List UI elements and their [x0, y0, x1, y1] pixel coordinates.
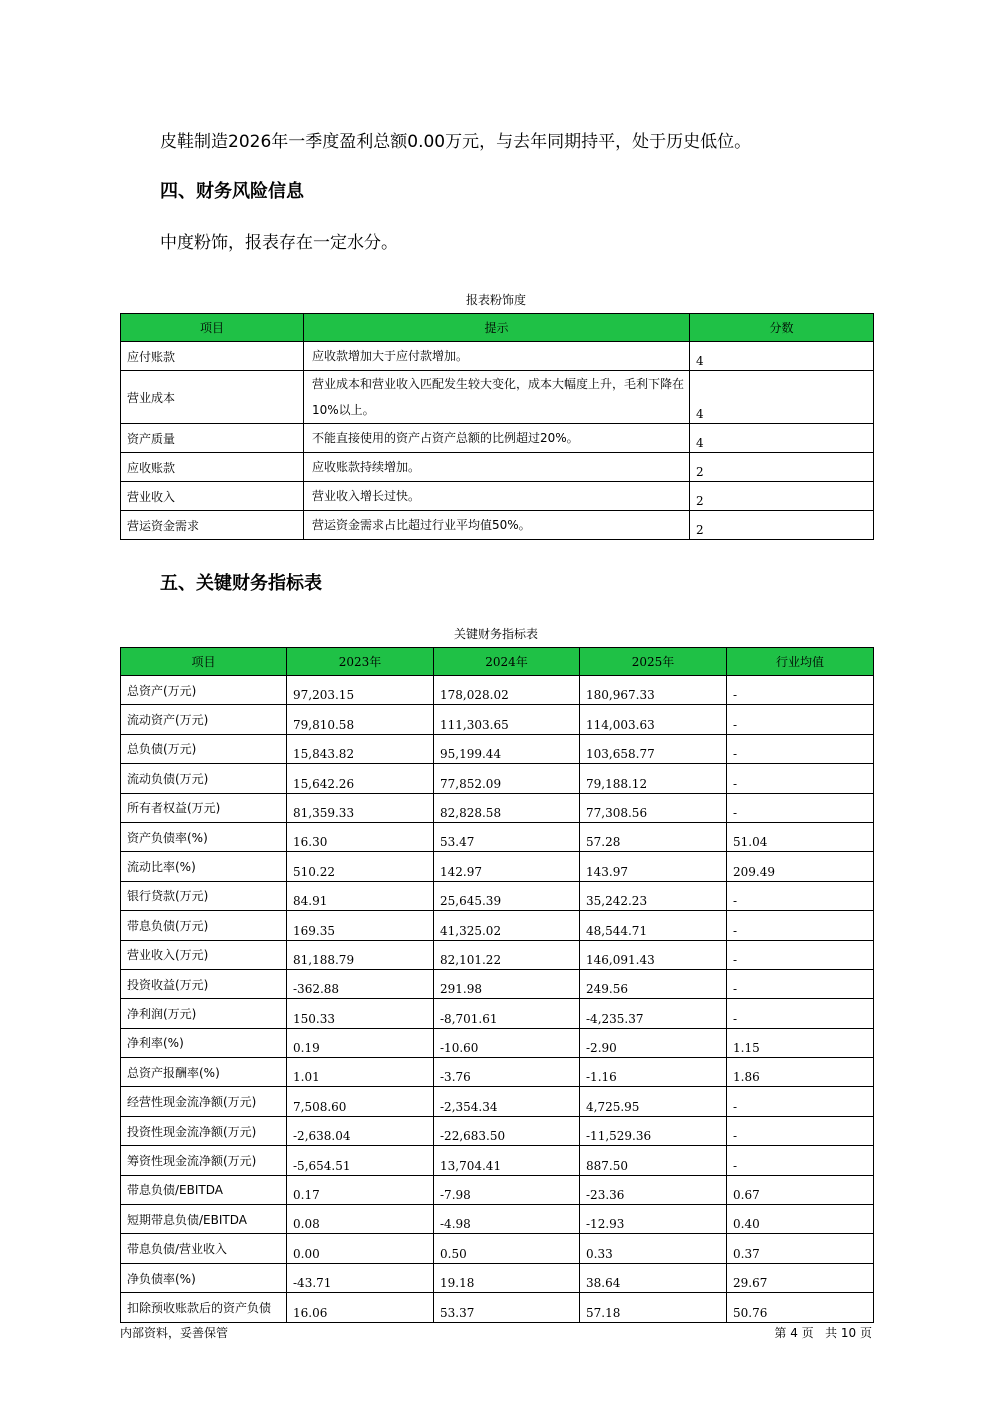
row-value-industry-avg: 0.37: [727, 1234, 874, 1263]
row-item: 净利润(万元): [121, 999, 287, 1028]
row-value-2024: 53.47: [434, 822, 580, 851]
row-item: 投资收益(万元): [121, 969, 287, 998]
row-value-2025: 180,967.33: [580, 676, 727, 705]
row-value-2023: 0.00: [287, 1234, 434, 1263]
row-value-2025: 57.28: [580, 822, 727, 851]
row-value-2024: 41,325.02: [434, 911, 580, 940]
row-hint: 营业成本和营业收入匹配发生较大变化，成本大幅度上升，毛利下降在10%以上。: [304, 371, 690, 424]
row-value-industry-avg: -: [727, 1146, 874, 1175]
fraud-table-caption: 报表粉饰度: [465, 293, 526, 307]
table-row: [121, 511, 874, 540]
row-value-2025: 887.50: [580, 1146, 727, 1175]
table-row: [121, 1263, 874, 1292]
column-header-hint: 提示: [304, 314, 690, 342]
table-row: [121, 1028, 874, 1057]
table-header-row: [121, 314, 874, 342]
table-row: [121, 881, 874, 910]
table-row: [121, 1116, 874, 1145]
row-value-2025: 77,308.56: [580, 793, 727, 822]
table-row: [121, 822, 874, 851]
row-value-2025: -4,235.37: [580, 999, 727, 1028]
row-hint: 应收款增加大于应付款增加。: [304, 342, 690, 371]
row-hint: 营运资金需求占比超过行业平均值50%。: [304, 511, 690, 540]
row-value-2025: 0.33: [580, 1234, 727, 1263]
row-hint: 不能直接使用的资产占资产总额的比例超过20%。: [304, 424, 690, 453]
row-item: 投资性现金流净额(万元): [121, 1116, 287, 1145]
row-item: 流动比率(%): [121, 852, 287, 881]
row-score: 2: [690, 453, 874, 482]
row-item: 筹资性现金流净额(万元): [121, 1146, 287, 1175]
row-value-2025: 38.64: [580, 1263, 727, 1292]
row-score: 4: [690, 424, 874, 453]
fraud-table: [120, 313, 874, 540]
table-row: [121, 342, 874, 371]
row-value-2025: -1.16: [580, 1058, 727, 1087]
section4-paragraph: 中度粉饰，报表存在一定水分。: [160, 233, 398, 253]
row-value-industry-avg: 1.15: [727, 1028, 874, 1057]
row-value-industry-avg: -: [727, 793, 874, 822]
row-item: 应收账款: [121, 453, 304, 482]
row-item: 营业收入(万元): [121, 940, 287, 969]
row-value-2025: 35,242.23: [580, 881, 727, 910]
row-value-2025: 114,003.63: [580, 705, 727, 734]
row-item: 带息负债(万元): [121, 911, 287, 940]
table-header-row: [121, 648, 874, 676]
row-value-2024: 25,645.39: [434, 881, 580, 910]
row-value-industry-avg: -: [727, 734, 874, 763]
row-value-2025: 103,658.77: [580, 734, 727, 763]
row-value-2024: -10.60: [434, 1028, 580, 1057]
row-value-2024: 77,852.09: [434, 764, 580, 793]
row-item: 短期带息负债/EBITDA: [121, 1205, 287, 1234]
table-row: [121, 1146, 874, 1175]
row-item: 营业收入: [121, 482, 304, 511]
row-item: 营运资金需求: [121, 511, 304, 540]
row-value-2023: 0.17: [287, 1175, 434, 1204]
row-value-2023: 81,359.33: [287, 793, 434, 822]
row-item: 净负债率(%): [121, 1263, 287, 1292]
row-value-2023: 97,203.15: [287, 676, 434, 705]
row-score: 4: [690, 342, 874, 371]
row-value-industry-avg: 50.76: [727, 1293, 874, 1322]
table-row: [121, 1205, 874, 1234]
table-row: [121, 371, 874, 424]
table-row: [121, 793, 874, 822]
table-row: [121, 940, 874, 969]
table-row: [121, 1175, 874, 1204]
intro-paragraph: 皮鞋制造2026年一季度盈利总额0.00万元，与去年同期持平，处于历史低位。: [160, 132, 752, 152]
row-value-2025: 57.18: [580, 1293, 727, 1322]
row-value-industry-avg: -: [727, 940, 874, 969]
row-score: 4: [690, 371, 874, 424]
row-item: 营业成本: [121, 371, 304, 424]
section5-heading: 五、关键财务指标表: [160, 573, 322, 594]
row-value-2024: 142.97: [434, 852, 580, 881]
footer-left: 内部资料，妥善保管: [120, 1326, 229, 1340]
row-value-2024: 291.98: [434, 969, 580, 998]
row-value-industry-avg: -: [727, 881, 874, 910]
table-row: [121, 764, 874, 793]
row-value-industry-avg: -: [727, 911, 874, 940]
row-value-2025: -12.93: [580, 1205, 727, 1234]
row-value-2023: -2,638.04: [287, 1116, 434, 1145]
row-value-2025: 79,188.12: [580, 764, 727, 793]
row-value-2024: -8,701.61: [434, 999, 580, 1028]
row-value-industry-avg: -: [727, 705, 874, 734]
row-item: 所有者权益(万元): [121, 793, 287, 822]
column-header-2023: 2023年: [287, 648, 434, 676]
row-value-2023: -43.71: [287, 1263, 434, 1292]
table-row: [121, 852, 874, 881]
row-item: 流动资产(万元): [121, 705, 287, 734]
row-value-2023: 84.91: [287, 881, 434, 910]
row-value-2024: -2,354.34: [434, 1087, 580, 1116]
row-value-2023: 7,508.60: [287, 1087, 434, 1116]
row-value-2025: -23.36: [580, 1175, 727, 1204]
row-value-2025: 146,091.43: [580, 940, 727, 969]
column-header-item: 项目: [121, 314, 304, 342]
row-value-industry-avg: 0.40: [727, 1205, 874, 1234]
row-value-2024: 82,828.58: [434, 793, 580, 822]
row-value-2025: 143.97: [580, 852, 727, 881]
row-value-industry-avg: -: [727, 1116, 874, 1145]
row-item: 净利率(%): [121, 1028, 287, 1057]
row-value-industry-avg: 0.67: [727, 1175, 874, 1204]
table-row: [121, 1234, 874, 1263]
row-value-2025: 48,544.71: [580, 911, 727, 940]
row-value-2024: 111,303.65: [434, 705, 580, 734]
row-value-2023: 15,843.82: [287, 734, 434, 763]
row-value-2024: -7.98: [434, 1175, 580, 1204]
row-value-industry-avg: -: [727, 676, 874, 705]
table-row: [121, 676, 874, 705]
table-row: [121, 969, 874, 998]
row-item: 资产质量: [121, 424, 304, 453]
row-value-2023: 1.01: [287, 1058, 434, 1087]
table-row: [121, 453, 874, 482]
row-value-2024: -22,683.50: [434, 1116, 580, 1145]
row-value-2024: -3.76: [434, 1058, 580, 1087]
row-value-industry-avg: 209.49: [727, 852, 874, 881]
row-item: 总资产报酬率(%): [121, 1058, 287, 1087]
table-row: [121, 705, 874, 734]
row-item: 应付账款: [121, 342, 304, 371]
row-item: 资产负债率(%): [121, 822, 287, 851]
row-value-2023: 0.19: [287, 1028, 434, 1057]
row-value-industry-avg: -: [727, 1087, 874, 1116]
row-value-2024: 95,199.44: [434, 734, 580, 763]
column-header-industry-avg: 行业均值: [727, 648, 874, 676]
table-row: [121, 734, 874, 763]
table-row: [121, 1293, 874, 1322]
row-score: 2: [690, 511, 874, 540]
row-item: 带息负债/营业收入: [121, 1234, 287, 1263]
column-header-2025: 2025年: [580, 648, 727, 676]
row-value-2024: 19.18: [434, 1263, 580, 1292]
row-value-2023: 150.33: [287, 999, 434, 1028]
table-row: [121, 911, 874, 940]
column-header-2024: 2024年: [434, 648, 580, 676]
row-value-2023: 0.08: [287, 1205, 434, 1234]
row-item: 总资产(万元): [121, 676, 287, 705]
row-hint: 应收账款持续增加。: [304, 453, 690, 482]
column-header-score: 分数: [690, 314, 874, 342]
row-value-industry-avg: 29.67: [727, 1263, 874, 1292]
row-value-industry-avg: 51.04: [727, 822, 874, 851]
table-row: [121, 1058, 874, 1087]
row-value-2024: 0.50: [434, 1234, 580, 1263]
row-value-2024: 178,028.02: [434, 676, 580, 705]
row-value-2024: 82,101.22: [434, 940, 580, 969]
row-value-2023: -362.88: [287, 969, 434, 998]
row-value-industry-avg: 1.86: [727, 1058, 874, 1087]
row-value-2025: -2.90: [580, 1028, 727, 1057]
row-item: 流动负债(万元): [121, 764, 287, 793]
row-hint: 营业收入增长过快。: [304, 482, 690, 511]
row-score: 2: [690, 482, 874, 511]
row-value-2023: 81,188.79: [287, 940, 434, 969]
table-row: [121, 999, 874, 1028]
row-value-2024: 53.37: [434, 1293, 580, 1322]
column-header-item: 项目: [121, 648, 287, 676]
row-value-2023: -5,654.51: [287, 1146, 434, 1175]
row-value-2024: 13,704.41: [434, 1146, 580, 1175]
row-value-2025: 4,725.95: [580, 1087, 727, 1116]
row-value-2023: 16.06: [287, 1293, 434, 1322]
table-row: [121, 1087, 874, 1116]
section4-heading: 四、财务风险信息: [160, 181, 304, 202]
footer-page-number: 第 4 页 共 10 页: [774, 1326, 872, 1340]
row-value-2023: 16.30: [287, 822, 434, 851]
row-item: 银行贷款(万元): [121, 881, 287, 910]
row-value-2025: -11,529.36: [580, 1116, 727, 1145]
row-value-2024: -4.98: [434, 1205, 580, 1234]
row-value-2023: 79,810.58: [287, 705, 434, 734]
row-value-industry-avg: -: [727, 969, 874, 998]
row-item: 带息负债/EBITDA: [121, 1175, 287, 1204]
row-value-industry-avg: -: [727, 999, 874, 1028]
indicator-table-caption: 关键财务指标表: [453, 627, 538, 641]
row-value-2025: 249.56: [580, 969, 727, 998]
table-row: [121, 482, 874, 511]
row-value-2023: 15,642.26: [287, 764, 434, 793]
row-item: 经营性现金流净额(万元): [121, 1087, 287, 1116]
row-item: 扣除预收账款后的资产负债: [121, 1293, 287, 1322]
row-value-2023: 169.35: [287, 911, 434, 940]
row-value-2023: 510.22: [287, 852, 434, 881]
row-item: 总负债(万元): [121, 734, 287, 763]
row-value-industry-avg: -: [727, 764, 874, 793]
table-row: [121, 424, 874, 453]
indicator-table: [120, 647, 874, 1323]
